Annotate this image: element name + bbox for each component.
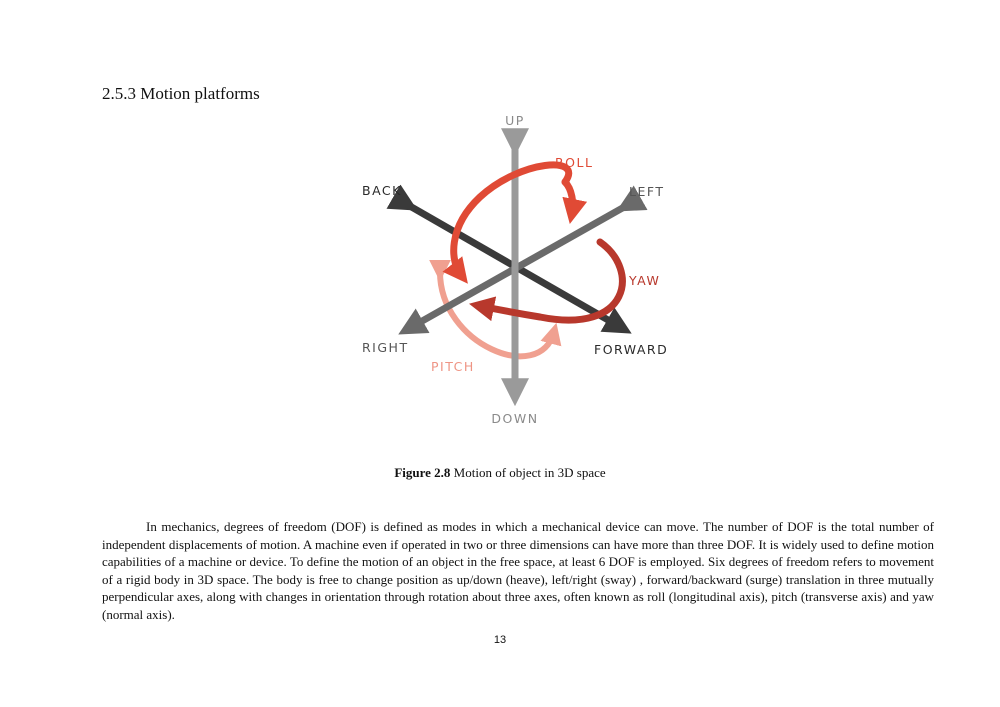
label-forward: FORWARD <box>594 342 669 357</box>
label-down: DOWN <box>491 411 539 426</box>
label-left: LEFT <box>629 184 665 199</box>
roll-arrow <box>454 165 569 275</box>
label-back: BACK <box>362 183 402 198</box>
page-number: 13 <box>493 634 507 646</box>
yaw-arrow <box>480 242 622 320</box>
caption-label: Figure 2.8 <box>394 465 451 480</box>
body-text <box>102 518 934 623</box>
label-roll: ROLL <box>555 155 594 170</box>
dof-figure <box>340 105 680 435</box>
label-right: RIGHT <box>362 340 409 355</box>
paragraph: In mechanics, degrees of freedom (DOF) is defined as modes in which a mechanical device can move. The number of DOF is the total number of independent displacements of motion. A machine even if operated in two or three dimensions can have more than three DOF. It is widely used to define motion capabilities of a machine or device. To define the motion of an object in the free space, at least 6 DOF is employed. Six degrees of freedom refers to movement of a rigid body in 3D space. The body is free to change position as up/down (heave), left/right (sway) , forward/backward (surge) translation in three mutually perpendicular axes, along with changes in orientation through rotation about three axes, often known as roll (longitudinal axis), pitch (transverse axis) and yaw (normal axis). <box>102 519 934 622</box>
section-heading: 2.5.3 Motion platforms <box>102 84 260 103</box>
roll-arrow-head <box>565 182 573 213</box>
label-up: UP <box>505 113 525 128</box>
caption-text: Motion of object in 3D space <box>450 465 606 480</box>
label-yaw: YAW <box>629 273 661 288</box>
dof-diagram <box>340 105 680 435</box>
label-pitch: PITCH <box>431 359 475 374</box>
figure-caption <box>0 465 1000 481</box>
